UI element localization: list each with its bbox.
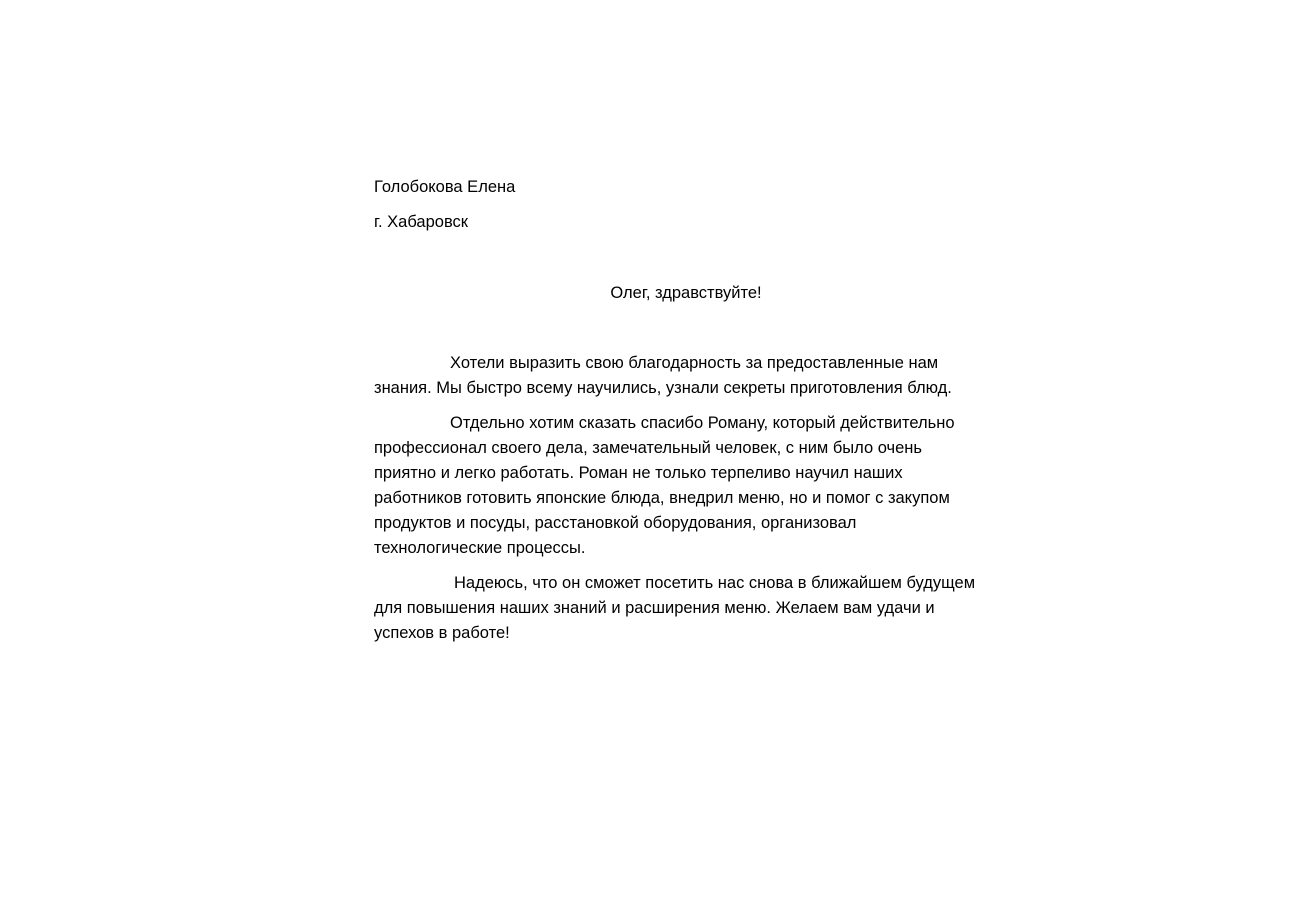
sender-name: Голобокова Елена: [374, 178, 516, 196]
greeting: Олег, здравствуйте!: [610, 284, 762, 302]
paragraph-line: для повышения наших знаний и расширения меню. Желаем вам удачи и: [374, 599, 935, 617]
paragraph-line: знания. Мы быстро всему научились, узнали секреты приготовления блюд.: [374, 379, 952, 397]
paragraph-line: профессионал своего дела, замечательный человек, с ним было очень: [374, 439, 923, 457]
paragraph-line: технологические процессы.: [374, 539, 586, 557]
paragraph-line: Надеюсь, что он сможет посетить нас снова в ближайшем будущем: [454, 574, 976, 592]
paragraph-roman: [374, 411, 1014, 561]
paragraph-line: Хотели выразить свою благодарность за предоставленные нам: [450, 354, 939, 372]
paragraph-line: успехов в работе!: [374, 624, 510, 642]
paragraph-thanks: [374, 351, 1014, 401]
paragraph-line: Отдельно хотим сказать спасибо Роману, который действительно: [450, 414, 955, 432]
sender-city: г. Хабаровск: [374, 213, 469, 231]
letter-body: [374, 351, 1014, 646]
paragraph-line: приятно и легко работать. Роман не только терпеливо научил наших: [374, 464, 903, 482]
paragraph-line: работников готовить японские блюда, внедрил меню, но и помог с закупом: [374, 489, 950, 507]
paragraph-closing: [374, 571, 1014, 646]
paragraph-line: продуктов и посуды, расстановкой оборудования, организовал: [374, 514, 857, 532]
letter-content: [374, 175, 1014, 656]
